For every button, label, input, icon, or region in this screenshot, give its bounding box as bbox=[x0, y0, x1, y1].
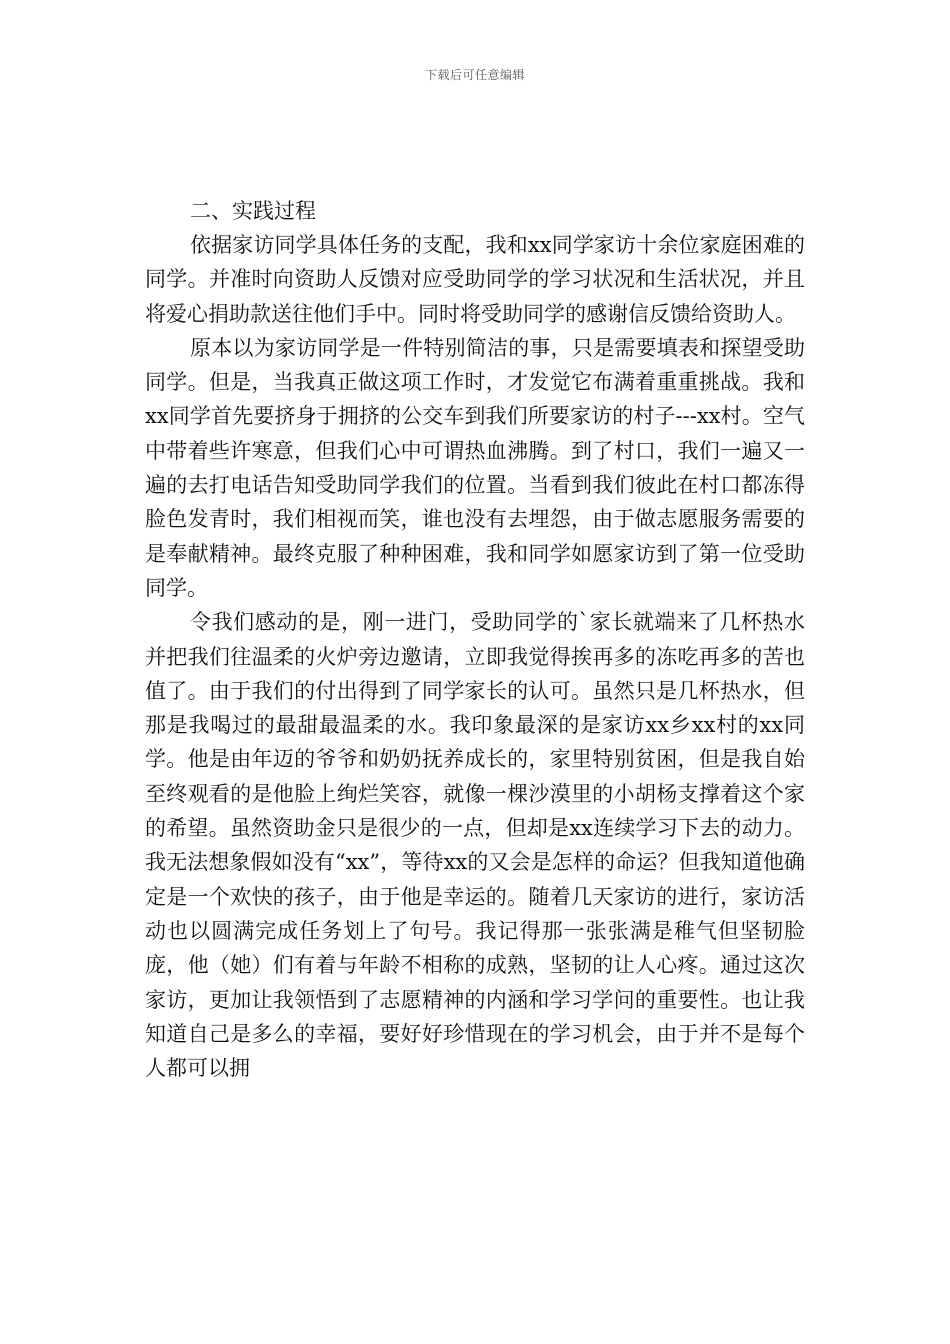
header-note: 下载后可任意编辑 bbox=[424, 68, 525, 82]
paragraph-1: 依据家访同学具体任务的支配，我和xx同学家访十余位家庭困难的同学。并准时向资助人反馈对应受助同学的学习状况和生活状况，并且将爱心捐助款送往他们手中。同时将受助同学的感谢信反馈给资助人。 bbox=[145, 233, 805, 326]
section-heading: 二、实践过程 bbox=[190, 199, 316, 223]
paragraph-2: 原本以为家访同学是一件特别简洁的事，只是需要填表和探望受助同学。但是，当我真正做这项工作时，才发觉它布满着重重挑战。我和xx同学首先要挤身于拥挤的公交车到我们所要家访的村子---xx村。空气中带着些许寒意，但我们心中可谓热血沸腾。到了村口，我们一遍又一遍的去打电话告知受助同学我们的位置。当看到我们彼此在村口都冻得脸色发青时，我们相视而笑，谁也没有去埋怨，由于做志愿服务需要的是奉献精神。最终克服了种种困难，我和同学如愿家访到了第一位受助同学。 bbox=[145, 335, 805, 600]
document-body bbox=[145, 194, 805, 1085]
paragraph-3: 令我们感动的是，刚一进门，受助同学的`家长就端来了几杯热水并把我们往温柔的火炉旁边邀请，立即我觉得挨再多的冻吃再多的苦也值了。由于我们的付出得到了同学家长的认可。虽然只是几杯热水，但那是我喝过的最甜最温柔的水。我印象最深的是家访xx乡xx村的xx同学。他是由年迈的爷爷和奶奶抚养成长的，家里特别贫困，但是我自始至终观看的是他脸上绚烂笑容，就像一棵沙漠里的小胡杨支撑着这个家的希望。虽然资助金只是很少的一点，但却是xx连续学习下去的动力。我无法想象假如没有“xx”，等待xx的又会是怎样的命运？但我知道他确定是一个欢快的孩子，由于他是幸运的。随着几天家访的进行，家访活动也以圆满完成任务划上了句号。我记得那一张张满是稚气但坚韧脸庞，他（她）们有着与年龄不相称的成熟，坚韧的让人心疼。通过这次家访，更加让我领悟到了志愿精神的内涵和学习学问的重要性。也让我知道自己是多么的幸福，要好好珍惜现在的学习机会，由于并不是每个人都可以拥 bbox=[145, 610, 805, 1081]
